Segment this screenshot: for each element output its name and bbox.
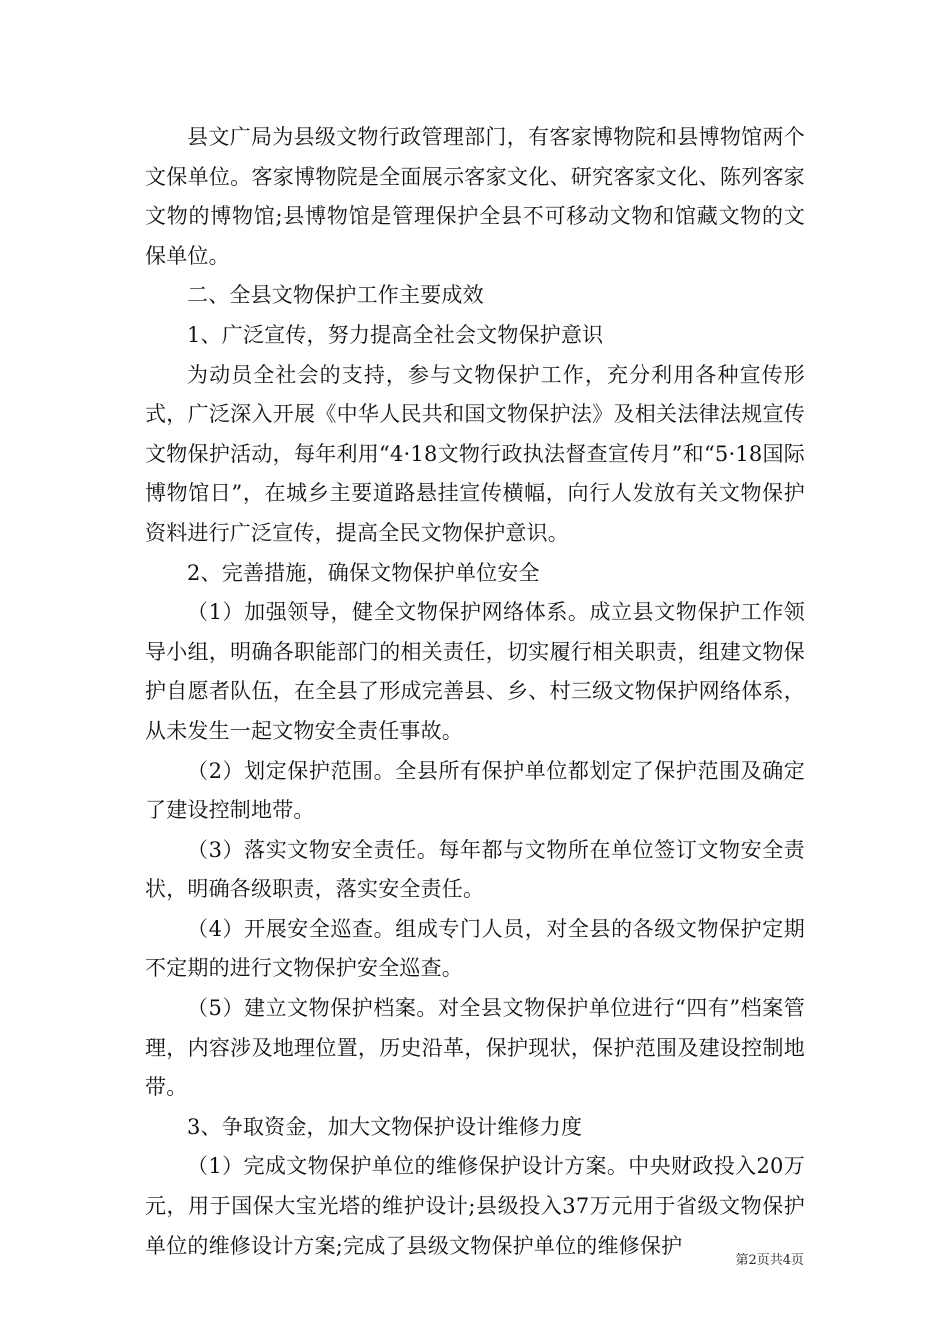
page-footer bbox=[735, 1249, 804, 1268]
paragraph-intro: 县文广局为县级文物行政管理部门，有客家博物院和县博物馆两个文保单位。客家博物院是全面展示客家文化、研究客家文化、陈列客家文物的博物馆;县博物馆是管理保护全县不可移动文物和馆藏文物的文保单位。 bbox=[145, 125, 805, 268]
paragraph-measure-4: （4）开展安全巡查。组成专门人员，对全县的各级文物保护定期不定期的进行文物保护安全巡查。 bbox=[145, 916, 805, 981]
heading-item-3: 3、争取资金，加大文物保护设计维修力度 bbox=[187, 1114, 583, 1139]
heading-section-2: 二、全县文物保护工作主要成效 bbox=[187, 283, 484, 308]
paragraph-funding-1: （1）完成文物保护单位的维修保护设计方案。中央财政投入20万元，用于国保大宝光塔的维护设计;县级投入37万元用于省级文物保护单位的维修设计方案;完成了县级文物保护单位的维修保护 bbox=[145, 1154, 805, 1258]
page-number: 第2页共4页 bbox=[735, 1253, 804, 1268]
paragraph-measure-5: （5）建立文物保护档案。对全县文物保护单位进行“四有”档案管理，内容涉及地理位置，历史沿革，保护现状，保护范围及建设控制地带。 bbox=[145, 996, 805, 1100]
heading-item-2: 2、完善措施，确保文物保护单位安全 bbox=[187, 560, 540, 585]
paragraph-publicity: 为动员全社会的支持，参与文物保护工作，充分利用各种宣传形式，广泛深入开展《中华人民共和国文物保护法》及相关法律法规宣传文物保护活动，每年利用“4·18文物行政执法督查宣传月”和“5·18国际博物馆日”，在城乡主要道路悬挂宣传横幅，向行人发放有关文物保护资料进行广泛宣传，提高全民文物保护意识。 bbox=[145, 362, 805, 545]
heading-item-1: 1、广泛宣传，努力提高全社会文物保护意识 bbox=[187, 322, 604, 347]
paragraph-measure-2: （2）划定保护范围。全县所有保护单位都划定了保护范围及确定了建设控制地带。 bbox=[145, 758, 805, 823]
paragraph-measure-3: （3）落实文物安全责任。每年都与文物所在单位签订文物安全责状，明确各级职责，落实安全责任。 bbox=[145, 837, 805, 902]
document-body bbox=[145, 118, 805, 1266]
paragraph-measure-1: （1）加强领导，健全文物保护网络体系。成立县文物保护工作领导小组，明确各职能部门的相关责任，切实履行相关职责，组建文物保护自愿者队伍，在全县了形成完善县、乡、村三级文物保护网络体系，从未发生一起文物安全责任事故。 bbox=[145, 600, 805, 743]
